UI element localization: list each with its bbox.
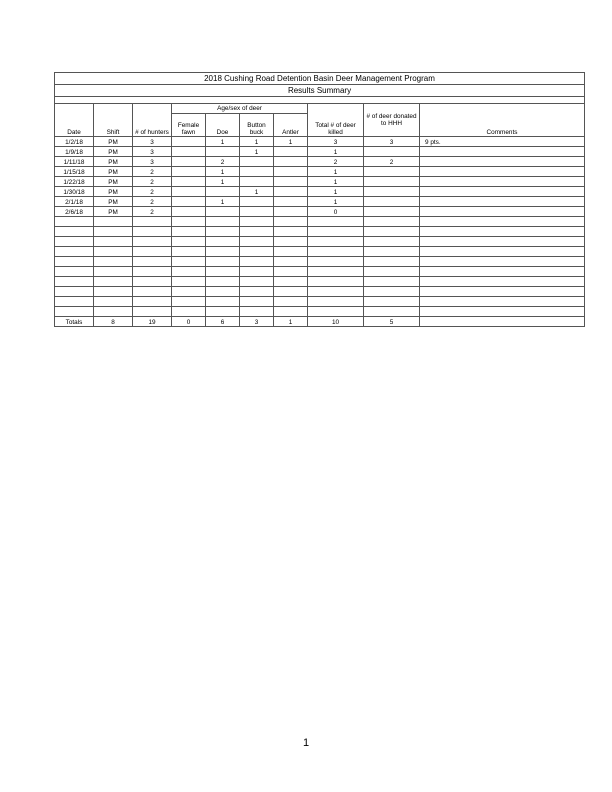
cell-button-buck xyxy=(240,237,274,247)
total-button-buck: 3 xyxy=(240,317,274,327)
cell-date xyxy=(55,217,94,227)
cell-donated: 2 xyxy=(364,157,420,167)
cell-female-fawn xyxy=(172,167,206,177)
header-total-killed: Total # of deer killed xyxy=(308,104,364,137)
cell-antler xyxy=(274,217,308,227)
table-subtitle: Results Summary xyxy=(55,85,585,97)
cell-date: 1/22/18 xyxy=(55,177,94,187)
cell-doe xyxy=(206,257,240,267)
cell-comments xyxy=(420,227,585,237)
cell-button-buck: 1 xyxy=(240,147,274,157)
cell-female-fawn xyxy=(172,227,206,237)
header-age-sex-group: Age/sex of deer xyxy=(172,104,308,114)
cell-button-buck xyxy=(240,297,274,307)
cell-comments xyxy=(420,157,585,167)
cell-donated xyxy=(364,257,420,267)
cell-female-fawn xyxy=(172,277,206,287)
table-row xyxy=(55,267,585,277)
total-antler: 1 xyxy=(274,317,308,327)
cell-antler xyxy=(274,277,308,287)
total-hunters: 19 xyxy=(133,317,172,327)
cell-female-fawn xyxy=(172,137,206,147)
cell-button-buck xyxy=(240,177,274,187)
cell-doe xyxy=(206,267,240,277)
cell-hunters xyxy=(133,287,172,297)
cell-comments xyxy=(420,167,585,177)
cell-total-killed xyxy=(308,267,364,277)
cell-comments xyxy=(420,297,585,307)
cell-antler xyxy=(274,227,308,237)
table-row xyxy=(55,197,585,207)
cell-antler xyxy=(274,237,308,247)
header-female-fawn: Female fawn xyxy=(172,114,206,137)
cell-donated xyxy=(364,207,420,217)
cell-donated xyxy=(364,227,420,237)
table-row xyxy=(55,247,585,257)
cell-donated xyxy=(364,287,420,297)
cell-comments xyxy=(420,267,585,277)
cell-doe xyxy=(206,277,240,287)
cell-date xyxy=(55,237,94,247)
cell-shift: PM xyxy=(94,157,133,167)
cell-antler xyxy=(274,257,308,267)
cell-shift xyxy=(94,227,133,237)
cell-doe xyxy=(206,237,240,247)
cell-antler xyxy=(274,167,308,177)
table-row xyxy=(55,227,585,237)
cell-donated xyxy=(364,247,420,257)
cell-antler: 1 xyxy=(274,137,308,147)
table-title: 2018 Cushing Road Detention Basin Deer Management Program xyxy=(55,73,585,85)
cell-antler xyxy=(274,287,308,297)
cell-hunters xyxy=(133,297,172,307)
cell-shift: PM xyxy=(94,177,133,187)
cell-total-killed: 1 xyxy=(308,167,364,177)
cell-donated xyxy=(364,177,420,187)
cell-doe xyxy=(206,207,240,217)
header-hunters: # of hunters xyxy=(133,104,172,137)
cell-total-killed xyxy=(308,307,364,317)
cell-antler xyxy=(274,307,308,317)
header-shift: Shift xyxy=(94,104,133,137)
cell-button-buck: 1 xyxy=(240,137,274,147)
cell-date: 1/2/18 xyxy=(55,137,94,147)
cell-doe: 2 xyxy=(206,157,240,167)
cell-comments xyxy=(420,247,585,257)
cell-date xyxy=(55,297,94,307)
cell-doe: 1 xyxy=(206,197,240,207)
cell-date xyxy=(55,227,94,237)
totals-row xyxy=(55,317,585,327)
cell-antler xyxy=(274,187,308,197)
cell-date xyxy=(55,277,94,287)
cell-comments xyxy=(420,257,585,267)
total-female-fawn: 0 xyxy=(172,317,206,327)
cell-total-killed: 1 xyxy=(308,197,364,207)
cell-shift xyxy=(94,287,133,297)
cell-donated xyxy=(364,297,420,307)
cell-total-killed xyxy=(308,217,364,227)
header-comments: Comments xyxy=(420,104,585,137)
cell-female-fawn xyxy=(172,247,206,257)
cell-hunters: 3 xyxy=(133,157,172,167)
cell-button-buck xyxy=(240,277,274,287)
cell-hunters: 3 xyxy=(133,147,172,157)
cell-button-buck xyxy=(240,197,274,207)
table-row xyxy=(55,187,585,197)
cell-female-fawn xyxy=(172,197,206,207)
cell-shift: PM xyxy=(94,167,133,177)
cell-shift xyxy=(94,307,133,317)
cell-doe: 1 xyxy=(206,137,240,147)
header-date: Date xyxy=(55,104,94,137)
cell-donated xyxy=(364,167,420,177)
header-button-buck: Button buck xyxy=(240,114,274,137)
table-row xyxy=(55,167,585,177)
cell-total-killed: 1 xyxy=(308,147,364,157)
cell-date: 1/11/18 xyxy=(55,157,94,167)
table-row xyxy=(55,177,585,187)
cell-doe xyxy=(206,147,240,157)
header-doe: Doe xyxy=(206,114,240,137)
cell-comments xyxy=(420,207,585,217)
cell-shift xyxy=(94,237,133,247)
cell-antler xyxy=(274,247,308,257)
cell-total-killed xyxy=(308,257,364,267)
cell-doe xyxy=(206,247,240,257)
cell-donated: 3 xyxy=(364,137,420,147)
cell-donated xyxy=(364,217,420,227)
cell-comments xyxy=(420,187,585,197)
total-doe: 6 xyxy=(206,317,240,327)
cell-total-killed xyxy=(308,227,364,237)
totals-label: Totals xyxy=(55,317,94,327)
table-row xyxy=(55,307,585,317)
cell-comments xyxy=(420,177,585,187)
cell-shift xyxy=(94,257,133,267)
table-row xyxy=(55,157,585,167)
cell-hunters xyxy=(133,307,172,317)
cell-hunters xyxy=(133,277,172,287)
cell-total-killed xyxy=(308,287,364,297)
cell-shift xyxy=(94,247,133,257)
cell-comments xyxy=(420,237,585,247)
table-row xyxy=(55,257,585,267)
cell-button-buck xyxy=(240,167,274,177)
total-donated: 5 xyxy=(364,317,420,327)
table-row xyxy=(55,287,585,297)
cell-doe xyxy=(206,297,240,307)
cell-hunters: 2 xyxy=(133,207,172,217)
cell-button-buck xyxy=(240,227,274,237)
cell-female-fawn xyxy=(172,207,206,217)
cell-doe xyxy=(206,227,240,237)
cell-female-fawn xyxy=(172,157,206,167)
cell-total-killed: 3 xyxy=(308,137,364,147)
cell-female-fawn xyxy=(172,237,206,247)
cell-comments xyxy=(420,287,585,297)
cell-date: 1/9/18 xyxy=(55,147,94,157)
cell-doe: 1 xyxy=(206,177,240,187)
cell-hunters xyxy=(133,217,172,227)
cell-female-fawn xyxy=(172,147,206,157)
cell-total-killed: 1 xyxy=(308,177,364,187)
cell-female-fawn xyxy=(172,187,206,197)
cell-female-fawn xyxy=(172,217,206,227)
cell-antler xyxy=(274,147,308,157)
cell-hunters: 3 xyxy=(133,137,172,147)
cell-female-fawn xyxy=(172,287,206,297)
cell-date xyxy=(55,257,94,267)
cell-doe: 1 xyxy=(206,167,240,177)
cell-date xyxy=(55,287,94,297)
total-comments xyxy=(420,317,585,327)
cell-doe xyxy=(206,287,240,297)
cell-comments xyxy=(420,197,585,207)
cell-comments xyxy=(420,217,585,227)
cell-hunters: 2 xyxy=(133,187,172,197)
cell-button-buck xyxy=(240,307,274,317)
cell-antler xyxy=(274,267,308,277)
cell-doe xyxy=(206,217,240,227)
cell-donated xyxy=(364,197,420,207)
cell-total-killed xyxy=(308,237,364,247)
cell-donated xyxy=(364,147,420,157)
cell-doe xyxy=(206,187,240,197)
cell-total-killed xyxy=(308,297,364,307)
cell-shift: PM xyxy=(94,207,133,217)
cell-date: 1/15/18 xyxy=(55,167,94,177)
cell-comments xyxy=(420,147,585,157)
cell-female-fawn xyxy=(172,267,206,277)
cell-button-buck xyxy=(240,287,274,297)
cell-donated xyxy=(364,307,420,317)
table-row xyxy=(55,137,585,147)
cell-hunters xyxy=(133,227,172,237)
page-number: 1 xyxy=(302,737,310,749)
cell-shift: PM xyxy=(94,147,133,157)
cell-total-killed: 1 xyxy=(308,187,364,197)
cell-hunters xyxy=(133,237,172,247)
cell-date xyxy=(55,247,94,257)
header-donated: # of deer donated to HHH xyxy=(364,104,420,137)
cell-female-fawn xyxy=(172,297,206,307)
cell-button-buck: 1 xyxy=(240,187,274,197)
table-row xyxy=(55,237,585,247)
cell-female-fawn xyxy=(172,257,206,267)
cell-comments: 9 pts. xyxy=(420,137,585,147)
cell-female-fawn xyxy=(172,307,206,317)
cell-hunters xyxy=(133,257,172,267)
cell-date: 2/1/18 xyxy=(55,197,94,207)
cell-date xyxy=(55,267,94,277)
spacer-row xyxy=(55,97,585,104)
cell-donated xyxy=(364,237,420,247)
table-row xyxy=(55,217,585,227)
total-total-killed: 10 xyxy=(308,317,364,327)
cell-shift: PM xyxy=(94,137,133,147)
total-shift: 8 xyxy=(94,317,133,327)
cell-shift xyxy=(94,297,133,307)
cell-antler xyxy=(274,177,308,187)
cell-total-killed: 2 xyxy=(308,157,364,167)
cell-button-buck xyxy=(240,267,274,277)
cell-doe xyxy=(206,307,240,317)
cell-total-killed xyxy=(308,277,364,287)
cell-donated xyxy=(364,267,420,277)
table-row xyxy=(55,147,585,157)
cell-female-fawn xyxy=(172,177,206,187)
header-antler: Antler xyxy=(274,114,308,137)
cell-antler xyxy=(274,297,308,307)
cell-button-buck xyxy=(240,207,274,217)
cell-total-killed: 0 xyxy=(308,207,364,217)
cell-shift xyxy=(94,267,133,277)
cell-button-buck xyxy=(240,217,274,227)
cell-antler xyxy=(274,207,308,217)
cell-date xyxy=(55,307,94,317)
cell-hunters: 2 xyxy=(133,197,172,207)
table-row xyxy=(55,277,585,287)
cell-shift: PM xyxy=(94,187,133,197)
cell-date: 1/30/18 xyxy=(55,187,94,197)
cell-hunters: 2 xyxy=(133,167,172,177)
cell-shift: PM xyxy=(94,197,133,207)
cell-shift xyxy=(94,277,133,287)
cell-shift xyxy=(94,217,133,227)
cell-antler xyxy=(274,157,308,167)
cell-antler xyxy=(274,197,308,207)
results-table xyxy=(54,72,585,327)
table-row xyxy=(55,207,585,217)
cell-comments xyxy=(420,277,585,287)
cell-button-buck xyxy=(240,157,274,167)
cell-donated xyxy=(364,277,420,287)
cell-button-buck xyxy=(240,247,274,257)
cell-date: 2/6/18 xyxy=(55,207,94,217)
cell-hunters: 2 xyxy=(133,177,172,187)
cell-button-buck xyxy=(240,257,274,267)
cell-donated xyxy=(364,187,420,197)
table-row xyxy=(55,297,585,307)
cell-total-killed xyxy=(308,247,364,257)
cell-comments xyxy=(420,307,585,317)
cell-hunters xyxy=(133,247,172,257)
cell-hunters xyxy=(133,267,172,277)
